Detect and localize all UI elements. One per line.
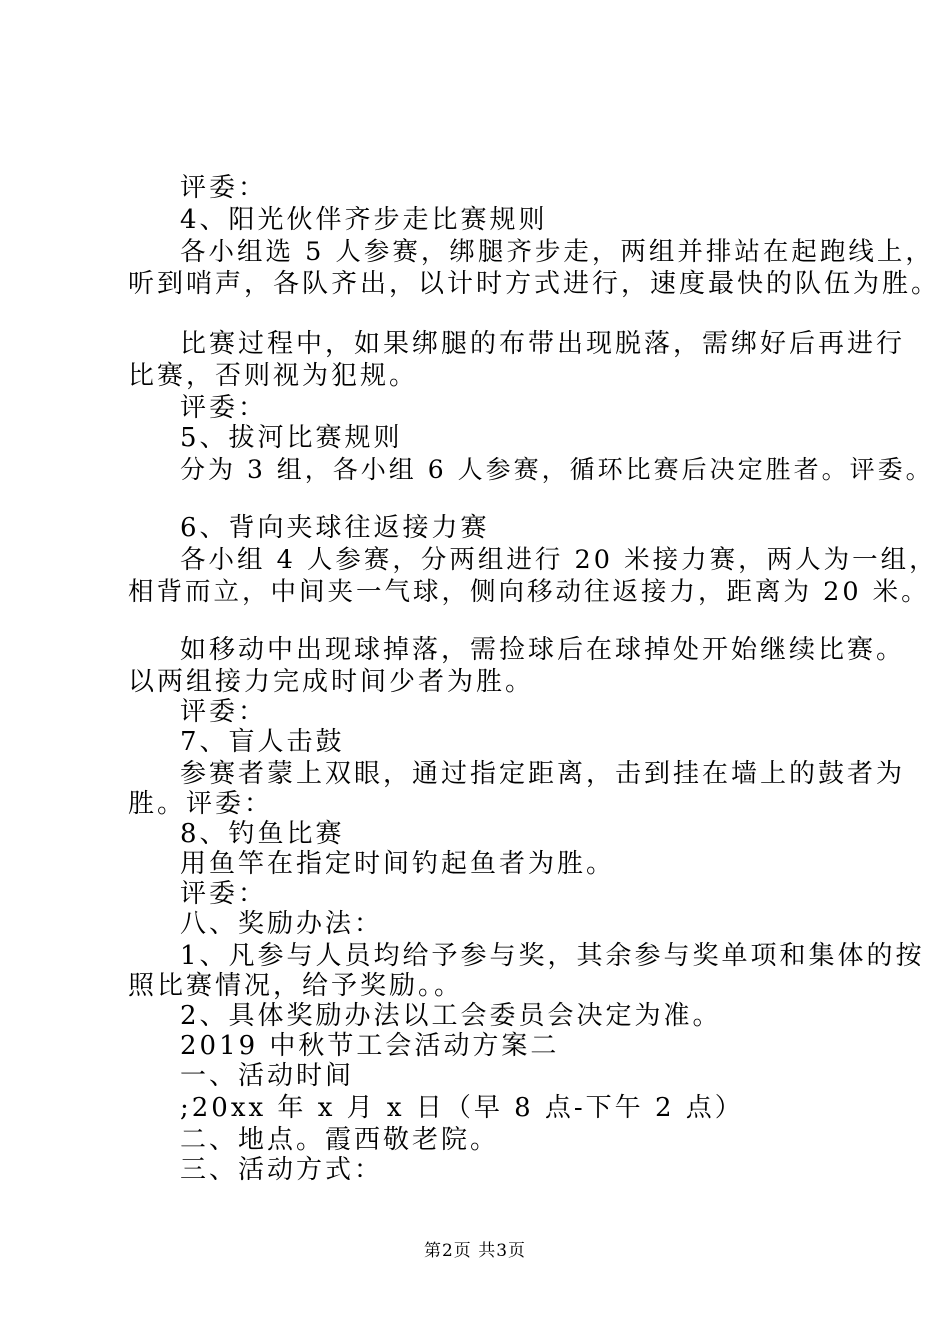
text-line: 7、盲人击鼓 bbox=[180, 727, 345, 757]
text-line: 2019 中秋节工会活动方案二 bbox=[180, 1031, 560, 1061]
text-line: 8、钓鱼比赛 bbox=[180, 819, 345, 849]
text-line: 各小组选 5 人参赛，绑腿齐步走，两组并排站在起跑线上， bbox=[180, 237, 934, 267]
text-line: 分为 3 组，各小组 6 人参赛，循环比赛后决定胜者。评委。 bbox=[180, 455, 934, 484]
text-line: 比赛过程中，如果绑腿的布带出现脱落，需绑好后再进行 bbox=[180, 329, 906, 359]
text-line: 一、活动时间 bbox=[180, 1061, 355, 1091]
text-line: 5、拔河比赛规则 bbox=[180, 423, 403, 453]
text-line: 6、背向夹球往返接力赛 bbox=[180, 513, 490, 543]
text-line: 相背而立，中间夹一气球，侧向移动往返接力，距离为 20 米。 bbox=[128, 577, 930, 607]
text-line: 八、奖励办法： bbox=[180, 909, 384, 939]
text-line: 胜。评委： bbox=[128, 789, 274, 819]
text-line: ;20xx 年 x 月 x 日（早 8 点-下午 2 点） bbox=[180, 1093, 744, 1123]
text-line: 参赛者蒙上双眼，通过指定距离，击到挂在墙上的鼓者为 bbox=[180, 759, 906, 789]
text-line: 评委： bbox=[180, 393, 268, 423]
text-line: 比赛，否则视为犯规。 bbox=[128, 361, 419, 391]
page-footer: 第2页 共3页 bbox=[423, 1241, 527, 1261]
text-line: 三、活动方式： bbox=[180, 1155, 384, 1185]
text-line: 以两组接力完成时间少者为胜。 bbox=[128, 667, 535, 697]
text-line: 评委： bbox=[180, 173, 268, 203]
text-line: 各小组 4 人参赛，分两组进行 20 米接力赛，两人为一组， bbox=[180, 545, 938, 575]
text-line: 照比赛情况，给予奖励。。 bbox=[128, 971, 464, 1001]
text-line: 听到哨声，各队齐出，以计时方式进行，速度最快的队伍为胜。 bbox=[128, 269, 941, 299]
text-line: 用鱼竿在指定时间钓起鱼者为胜。 bbox=[180, 849, 616, 879]
text-line: 1、凡参与人员均给予参与奖，其余参与奖单项和集体的按 bbox=[180, 941, 925, 971]
text-line: 4、阳光伙伴齐步走比赛规则 bbox=[180, 205, 548, 235]
text-line: 评委： bbox=[180, 879, 268, 909]
text-line: 如移动中出现球掉落，需捡球后在球掉处开始继续比赛。 bbox=[180, 635, 906, 665]
text-line: 评委： bbox=[180, 697, 268, 727]
text-line: 2、具体奖励办法以工会委员会决定为准。 bbox=[180, 1001, 722, 1031]
text-line: 二、地点。霞西敬老院。 bbox=[180, 1125, 500, 1155]
